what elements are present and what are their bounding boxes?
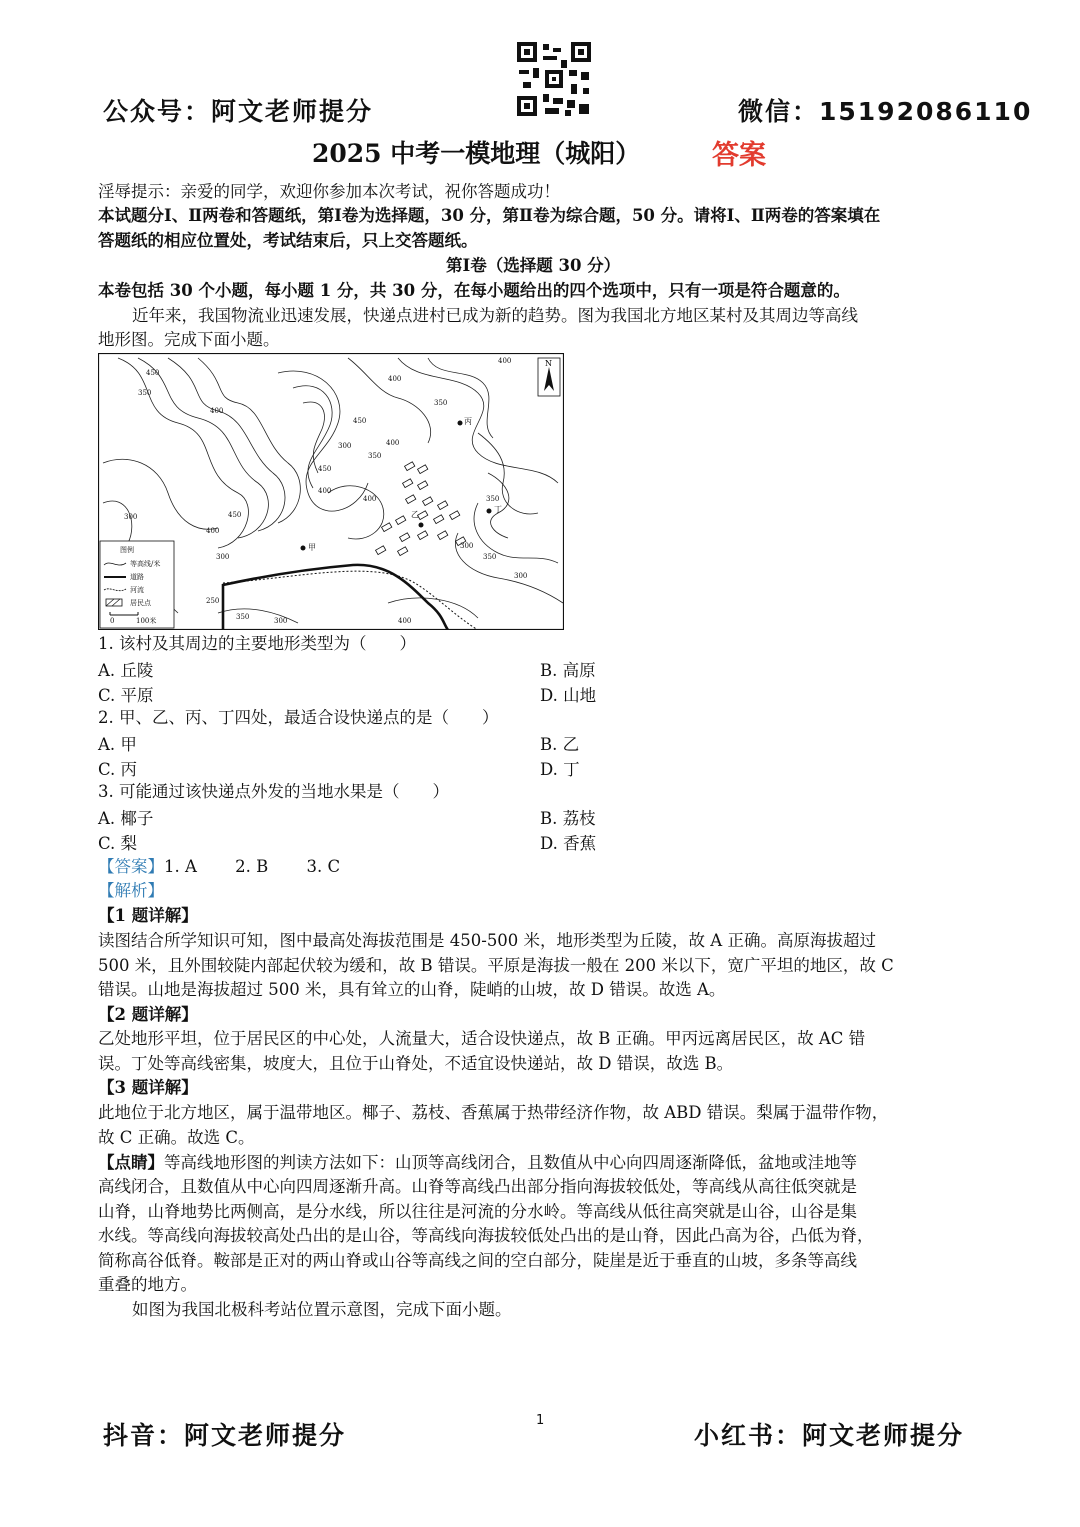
point-jia-label: 甲	[308, 543, 316, 552]
tip-line1	[98, 1151, 857, 1176]
legend-scale1: 100米	[136, 617, 157, 625]
contour-label: 350	[483, 553, 497, 561]
point-jia-icon	[301, 546, 306, 551]
legend-settlement: 居民点	[130, 599, 151, 607]
contour-label: 400	[363, 495, 377, 503]
page-number: 1	[536, 1413, 545, 1428]
contour-label: 400	[498, 357, 512, 365]
explain-2-line2: 误。丁处等高线密集，坡度大，且位于山脊处，不适宜设快递站，故 D 错误，故选 B。	[98, 1054, 734, 1073]
contour-label: 300	[460, 542, 474, 550]
tip-line6: 重叠的地方。	[98, 1275, 197, 1294]
contour-label: 350	[486, 495, 500, 503]
legend-scale0: 0	[110, 617, 115, 625]
point-ding-label: 丁	[494, 505, 502, 514]
explain-1-line3: 错误。山地是海拔超过 500 米，具有耸立的山脊，陡峭的山坡，故 D 错误。故选 A。	[98, 980, 726, 999]
intro-line4: 本卷包括 30 个小题，每小题 1 分，共 30 分，在每小题给出的四个选项中，只有一项是符合题意的。	[98, 281, 850, 300]
intro-line3: 答题纸的相应位置处，考试结束后，只上交答题纸。	[98, 231, 478, 250]
tip-line5: 简称高谷低脊。鞍部是正对的两山脊或山谷等高线之间的空白部分，陡崖是近于垂直的山坡，多条等高线	[98, 1251, 857, 1270]
legend-title: 图例	[120, 546, 134, 554]
question-1-option-c: C. 平原	[98, 686, 154, 705]
tip-text: 等高线地形图的判读方法如下：山顶等高线闭合，且数值从中心向四周逐渐降低，盆地或洼地等	[164, 1153, 857, 1172]
answer-values: 1. A 2. B 3. C	[164, 857, 341, 876]
question-1-option-d: D. 山地	[540, 686, 597, 705]
contour-label: 300	[338, 442, 352, 450]
contour-label: 400	[210, 407, 224, 415]
question-3-option-b: B. 荔枝	[540, 809, 596, 828]
page-title: 2025 中考一模地理（城阳）	[312, 139, 641, 168]
question-2-option-d: D. 丁	[540, 760, 580, 779]
point-yi-icon	[419, 523, 424, 528]
question-1-stem: 1. 该村及其周边的主要地形类型为（ ）	[98, 634, 416, 653]
contour-map	[98, 353, 564, 630]
qr-code	[517, 42, 591, 116]
contour-label: 400	[398, 617, 412, 625]
question-3-option-d: D. 香蕉	[540, 834, 597, 853]
analysis-label: 【解析】	[98, 881, 164, 900]
question-3-option-a: A. 椰子	[98, 809, 154, 828]
answer-line	[98, 855, 340, 880]
tip-line4: 水线。等高线向海拔较高处凸出的是山谷，等高线向海拔较低处凸出的是山脊，因此凸高为谷，凸低为脊，	[98, 1226, 874, 1245]
question-2-option-b: B. 乙	[540, 735, 580, 754]
legend-road: 道路	[130, 573, 144, 581]
legend-river: 河流	[130, 586, 144, 594]
contour-label: 250	[206, 597, 220, 605]
intro-line1: 淫辱提示：亲爱的同学，欢迎你参加本次考试，祝你答题成功！	[98, 182, 560, 201]
question-3-option-c: C. 梨	[98, 834, 138, 853]
contour-label: 450	[318, 465, 332, 473]
section-title: 第Ⅰ卷（选择题 30 分）	[446, 256, 621, 275]
answer-label: 【答案】	[98, 857, 164, 876]
explain-3-heading: 【3 题详解】	[98, 1078, 198, 1097]
contour-label: 450	[146, 369, 160, 377]
map-legend	[100, 541, 174, 628]
explain-1-heading: 【1 题详解】	[98, 906, 198, 925]
footer-right: 小红书：阿文老师提分	[694, 1421, 965, 1450]
contour-label: 350	[138, 389, 152, 397]
tip-line2: 高线闭合，且数值从中心向四周逐渐升高。山脊等高线凸出部分指向海拔较低处，等高线从高往低突就是	[98, 1177, 857, 1196]
explain-3-line1: 此地位于北方地区，属于温带地区。椰子、荔枝、香蕉属于热带经济作物，故 ABD 错误。梨属于温带作物，	[98, 1103, 889, 1122]
contour-label: 400	[386, 439, 400, 447]
question-2-stem: 2. 甲、乙、丙、丁四处，最适合设快递点的是（ ）	[98, 708, 499, 727]
tip-line3: 山脊，山脊地势比两侧高，是分水线，所以往往是河流的分水岭。等高线从低往高突就是山谷，山谷是集	[98, 1202, 857, 1221]
north-label: N	[545, 359, 552, 368]
explain-2-heading: 【2 题详解】	[98, 1005, 198, 1024]
stem-line1: 近年来，我国物流业迅速发展，快递点进村已成为新的趋势。图为我国北方地区某村及其周边等高线	[132, 306, 858, 325]
question-2-option-a: A. 甲	[98, 735, 137, 754]
tip-label: 【点睛】	[98, 1153, 164, 1172]
question-1-option-b: B. 高原	[540, 661, 596, 680]
question-1-option-a: A. 丘陵	[98, 661, 154, 680]
contour-label: 300	[124, 513, 138, 521]
explain-1-line1: 读图结合所学知识可知，图中最高处海拔范围是 450-500 米，地形类型为丘陵，故 A 正确。高原海拔超过	[98, 931, 876, 950]
stem-line2: 地形图。完成下面小题。	[98, 330, 280, 349]
contour-label: 400	[206, 527, 220, 535]
intro-line2: 本试题分Ⅰ、Ⅱ两卷和答题纸，第Ⅰ卷为选择题，30 分，第Ⅱ卷为综合题，50 分。请将Ⅰ、Ⅱ两卷的答案填在	[98, 206, 881, 225]
contour-label: 300	[514, 572, 528, 580]
contour-label: 300	[216, 553, 230, 561]
contour-label: 350	[434, 399, 448, 407]
point-bing-icon	[458, 421, 463, 426]
question-2-option-c: C. 丙	[98, 760, 138, 779]
explain-2-line1: 乙处地形平坦，位于居民区的中心处，人流量大，适合设快递点，故 B 正确。甲丙远离居民区，故 AC 错	[98, 1029, 866, 1048]
contour-label: 400	[388, 375, 402, 383]
header-right: 微信：15192086110	[738, 97, 1033, 126]
explain-1-line2: 500 米，且外围较陡内部起伏较为缓和，故 B 错误。平原是海拔一般在 200 米以下，宽广平坦的地区，故 C	[98, 956, 894, 975]
contour-label: 350	[236, 613, 250, 621]
footer-left: 抖音：阿文老师提分	[103, 1421, 347, 1450]
header-left: 公众号：阿文老师提分	[103, 97, 374, 126]
contour-label: 400	[318, 487, 332, 495]
contour-label: 450	[353, 417, 367, 425]
contour-label: 350	[368, 452, 382, 460]
point-bing-label: 丙	[464, 417, 472, 426]
explain-3-line2: 故 C 正确。故选 C。	[98, 1128, 255, 1147]
question-3-stem: 3. 可能通过该快递点外发的当地水果是（ ）	[98, 782, 449, 801]
legend-contour: 等高线/米	[130, 560, 161, 568]
point-yi-label: 乙	[411, 510, 419, 519]
point-ding-icon	[487, 509, 492, 514]
contour-label: 300	[274, 617, 288, 625]
contour-label: 450	[228, 511, 242, 519]
answer-tag: 答案	[712, 140, 766, 171]
next-stem: 如图为我国北极科考站位置示意图，完成下面小题。	[132, 1300, 512, 1319]
